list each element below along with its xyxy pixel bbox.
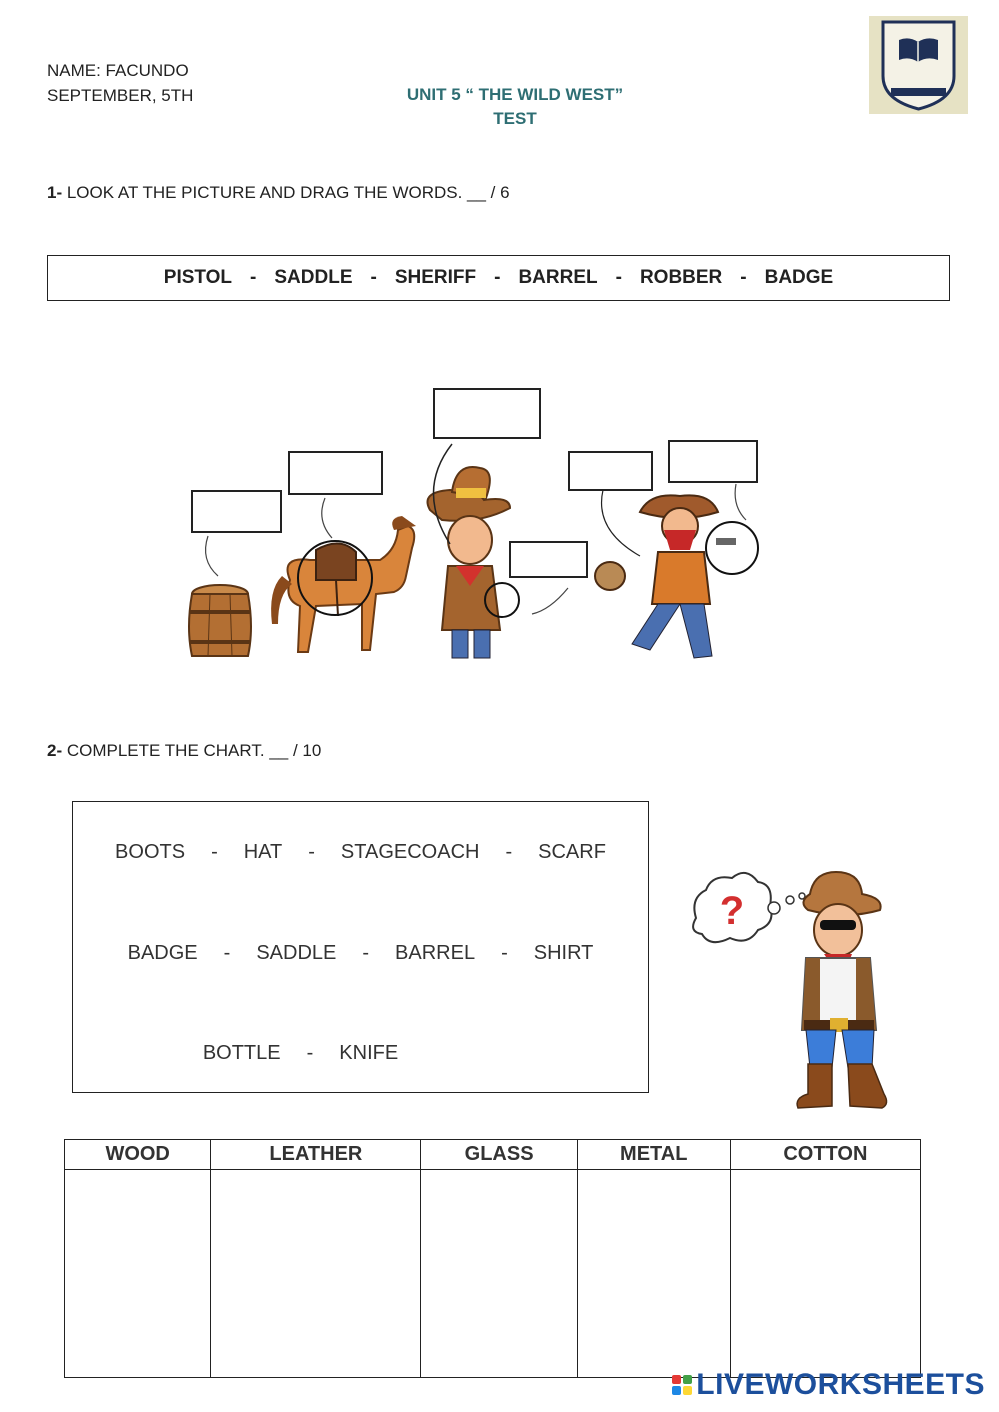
answer-drop-box[interactable] <box>509 541 588 578</box>
word-bank-1 <box>47 255 950 301</box>
question-2-text: COMPLETE THE CHART. __ / 10 <box>62 741 322 760</box>
sheriff-illustration <box>428 467 511 658</box>
word-separator: - <box>362 942 370 964</box>
barrel-illustration <box>189 585 251 656</box>
school-logo <box>869 16 968 114</box>
column-header: GLASS <box>421 1140 577 1170</box>
liveworksheets-logo <box>672 1368 985 1402</box>
column-header: METAL <box>577 1140 730 1170</box>
question-1-heading <box>47 183 510 203</box>
brand-grid-icon <box>672 1375 692 1395</box>
page-title: UNIT 5 “ THE WILD WEST” <box>406 85 624 104</box>
answer-cell[interactable] <box>211 1170 421 1378</box>
word-separator: - <box>501 942 508 964</box>
answer-drop-box[interactable] <box>668 440 758 483</box>
word-separator: - <box>250 267 257 288</box>
word-bank-item: HAT <box>243 841 283 863</box>
word-separator: - <box>740 267 747 288</box>
question-mark-icon: ? <box>719 889 745 933</box>
word-bank-2 <box>72 801 649 1093</box>
word-separator: - <box>308 841 315 863</box>
word-bank-item: SADDLE <box>256 942 337 964</box>
question-1-text: LOOK AT THE PICTURE AND DRAG THE WORDS. __ / 6 <box>62 183 510 202</box>
table-header-row <box>65 1140 921 1170</box>
word-bank-row <box>13 1042 588 1065</box>
page-subtitle: TEST <box>493 109 537 128</box>
word-bank-item: BOTTLE <box>202 1042 281 1064</box>
answer-drop-box[interactable] <box>568 451 653 491</box>
word-bank-row <box>73 841 648 864</box>
test-date: SEPTEMBER, 5TH <box>47 86 194 105</box>
word-bank-item[interactable]: SADDLE <box>274 267 353 288</box>
word-bank-item: KNIFE <box>339 1042 399 1064</box>
student-name: NAME: FACUNDO <box>47 61 189 80</box>
word-bank-row <box>73 942 648 965</box>
word-bank-item: BOOTS <box>115 841 186 863</box>
classification-table <box>64 1139 921 1378</box>
word-separator: - <box>370 267 377 288</box>
word-separator: - <box>223 942 231 964</box>
horse-illustration <box>271 516 416 652</box>
word-bank-item[interactable]: BADGE <box>764 267 834 288</box>
word-separator: - <box>211 841 218 863</box>
answer-drop-box[interactable] <box>288 451 383 495</box>
word-bank-item: STAGECOACH <box>340 841 480 863</box>
word-bank-item: SHIRT <box>533 942 594 964</box>
word-separator: - <box>615 267 622 288</box>
answer-drop-box[interactable] <box>433 388 541 439</box>
brand-name: LIVEWORKSHEETS <box>696 1368 985 1401</box>
word-separator: - <box>505 841 513 863</box>
question-2-heading <box>47 741 321 761</box>
answer-cell[interactable] <box>421 1170 577 1378</box>
thinking-cowboy-illustration <box>686 858 912 1120</box>
question-2-number: 2- <box>47 741 63 760</box>
robber-illustration <box>595 495 736 658</box>
word-bank-item[interactable]: BARREL <box>518 267 598 288</box>
column-header: LEATHER <box>211 1140 421 1170</box>
question-1-number: 1- <box>47 183 63 202</box>
answer-cell[interactable] <box>730 1170 920 1378</box>
column-header: COTTON <box>730 1140 920 1170</box>
word-separator: - <box>306 1042 314 1064</box>
word-separator: - <box>494 267 501 288</box>
answer-cell[interactable] <box>65 1170 211 1378</box>
word-bank-item: SCARF <box>538 841 606 863</box>
word-bank-item[interactable]: PISTOL <box>163 267 233 288</box>
word-bank-item[interactable]: SHERIFF <box>394 267 477 288</box>
table-row <box>65 1170 921 1378</box>
word-bank-item: BADGE <box>127 942 198 964</box>
column-header: WOOD <box>65 1140 211 1170</box>
word-bank-item: BARREL <box>395 942 476 964</box>
answer-drop-box[interactable] <box>191 490 282 533</box>
answer-cell[interactable] <box>577 1170 730 1378</box>
word-bank-item[interactable]: ROBBER <box>639 267 723 288</box>
